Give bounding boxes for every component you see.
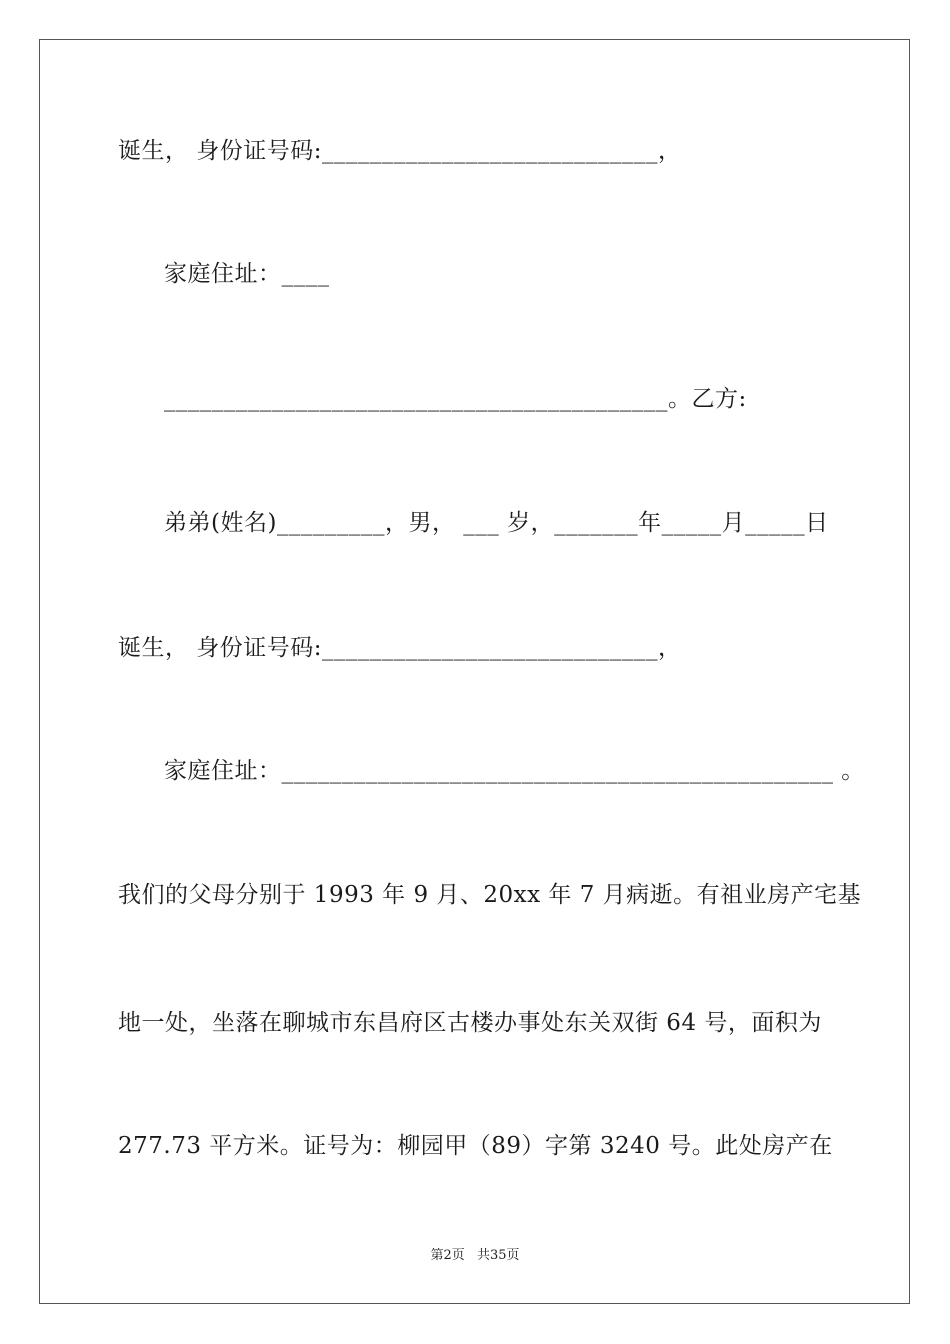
- text-line-address: 家庭住址：____: [164, 261, 330, 287]
- text-line-address-2: 家庭住址：______________________________________________ 。: [164, 758, 865, 784]
- total-pages: 共35页: [476, 1248, 520, 1263]
- page-footer: [0, 1248, 950, 1264]
- text-line-birth-id-2: 诞生， 身份证号码:____________________________，: [118, 635, 682, 661]
- text-line-party-b: __________________________________________。乙方:: [164, 386, 747, 412]
- current-page-number: 第2页: [430, 1248, 465, 1263]
- page-border: [39, 39, 910, 1304]
- text-line-parents: 我们的父母分别于 1993 年 9 月、20xx 年 7 月病逝。有祖业房产宅基: [118, 882, 862, 908]
- text-line-location: 地一处，坐落在聊城市东昌府区古楼办事处东关双街 64 号，面积为: [118, 1010, 822, 1036]
- text-line-brother-name: 弟弟(姓名)_________，男， ___ 岁，_______年_____月_____日: [164, 510, 829, 536]
- text-line-birth-id: 诞生， 身份证号码:____________________________，: [118, 138, 682, 164]
- text-line-area: 277.73 平方米。证号为：柳园甲（89）字第 3240 号。此处房产在: [118, 1133, 833, 1159]
